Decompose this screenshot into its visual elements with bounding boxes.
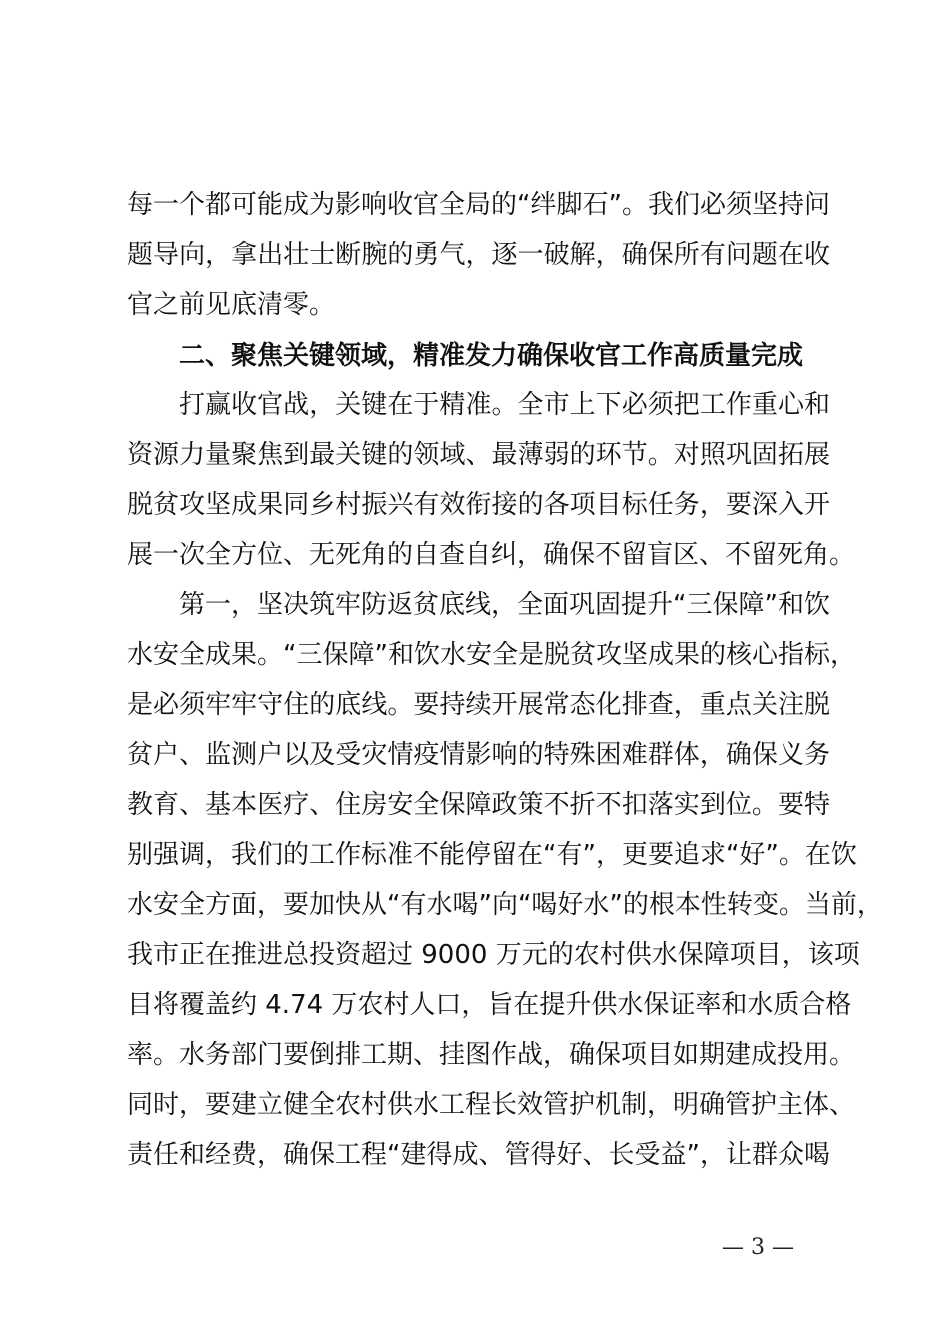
- body-text-line: 资源力量聚焦到最关键的领域、最薄弱的环节。对照巩固拓展: [127, 440, 830, 470]
- body-text-line: 每一个都可能成为影响收官全局的“绊脚石”。我们必须坚持问: [127, 190, 830, 220]
- body-text-line: 教育、基本医疗、住房安全保障政策不折不扣落实到位。要特: [127, 790, 830, 820]
- body-text-line: 别强调，我们的工作标准不能停留在“有”，更要追求“好”。在饮: [127, 840, 857, 870]
- body-text-line: 目将覆盖约 4.74 万农村人口，旨在提升供水保证率和水质合格: [127, 990, 852, 1020]
- body-text-line: 责任和经费，确保工程“建得成、管得好、长受益”，让群众喝: [127, 1140, 830, 1170]
- body-text-line: 打赢收官战，关键在于精准。全市上下必须把工作重心和: [179, 390, 830, 420]
- body-text-line: 题导向，拿出壮士断腕的勇气，逐一破解，确保所有问题在收: [127, 240, 830, 270]
- body-text-line: 率。水务部门要倒排工期、挂图作战，确保项目如期建成投用。: [127, 1040, 856, 1070]
- body-text-line: 脱贫攻坚成果同乡村振兴有效衔接的各项目标任务，要深入开: [127, 490, 830, 520]
- body-text-line: 我市正在推进总投资超过 9000 万元的农村供水保障项目，该项: [127, 940, 860, 970]
- body-text-line: 水安全方面，要加快从“有水喝”向“喝好水”的根本性转变。当前，: [127, 890, 883, 920]
- section-heading: 二、聚焦关键领域，精准发力确保收官工作高质量完成: [179, 341, 804, 371]
- body-text-line: 贫户、监测户以及受灾情疫情影响的特殊困难群体，确保义务: [127, 740, 830, 770]
- page-number: — 3 —: [722, 1235, 794, 1260]
- body-text-line: 是必须牢牢守住的底线。要持续开展常态化排查，重点关注脱: [127, 690, 830, 720]
- body-text-line: 同时，要建立健全农村供水工程长效管护机制，明确管护主体、: [127, 1090, 856, 1120]
- body-text-line: 第一，坚决筑牢防返贫底线，全面巩固提升“三保障”和饮: [179, 590, 830, 620]
- body-text-line: 水安全成果。“三保障”和饮水安全是脱贫攻坚成果的核心指标，: [127, 640, 856, 670]
- body-text-line: 展一次全方位、无死角的自查自纠，确保不留盲区、不留死角。: [127, 540, 856, 570]
- body-text-line: 官之前见底清零。: [127, 290, 336, 320]
